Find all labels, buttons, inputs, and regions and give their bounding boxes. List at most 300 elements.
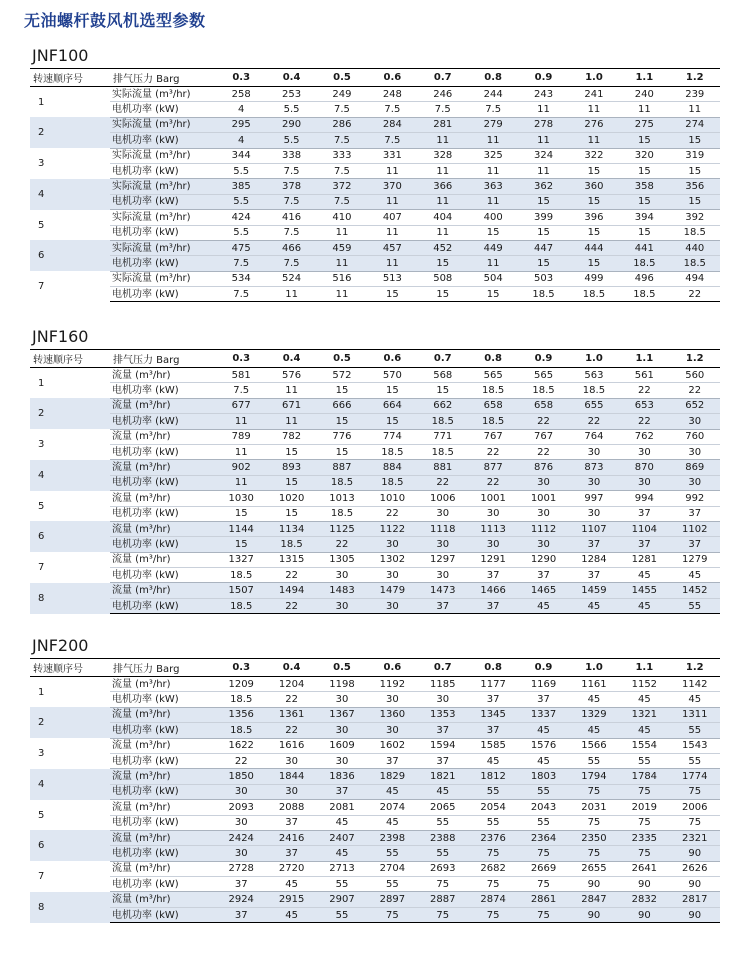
power-value: 75 <box>468 907 518 922</box>
power-value: 22 <box>619 383 669 398</box>
flow-value: 1001 <box>518 491 568 506</box>
flow-value: 2043 <box>518 800 568 815</box>
flow-value: 677 <box>216 398 266 413</box>
power-value: 75 <box>670 815 720 830</box>
power-value: 22 <box>418 475 468 490</box>
power-value: 15 <box>569 225 619 240</box>
power-value: 30 <box>670 444 720 459</box>
power-value: 55 <box>670 753 720 768</box>
power-value: 22 <box>670 287 720 302</box>
header-pressure-value: 1.1 <box>619 659 669 677</box>
speed-order-number: 5 <box>38 500 45 512</box>
flow-value: 658 <box>468 398 518 413</box>
header-pressure-value: 0.3 <box>216 350 266 368</box>
speed-group <box>30 179 720 210</box>
power-label: 电机功率 (kW) <box>110 506 216 521</box>
power-label: 电机功率 (kW) <box>110 383 216 398</box>
power-label: 电机功率 (kW) <box>110 537 216 552</box>
flow-value: 1161 <box>569 677 619 692</box>
flow-value: 1013 <box>317 491 367 506</box>
flow-value: 1784 <box>619 769 669 784</box>
power-value: 18.5 <box>518 287 568 302</box>
power-value: 5.5 <box>266 102 316 117</box>
power-value: 18.5 <box>317 506 367 521</box>
header-pressure-value: 0.8 <box>468 69 518 87</box>
flow-value: 508 <box>418 271 468 286</box>
flow-value: 884 <box>367 460 417 475</box>
flow-value: 2364 <box>518 830 568 845</box>
flow-value: 279 <box>468 117 518 132</box>
section-jnf200 <box>30 634 720 923</box>
header-pressure-value: 0.6 <box>367 69 417 87</box>
flow-value: 499 <box>569 271 619 286</box>
power-value: 90 <box>670 877 720 892</box>
flow-value: 655 <box>569 398 619 413</box>
power-value: 55 <box>418 846 468 861</box>
power-value: 7.5 <box>266 163 316 178</box>
flow-value: 274 <box>670 117 720 132</box>
power-value: 11 <box>216 414 266 429</box>
power-value: 18.5 <box>367 475 417 490</box>
flow-value: 1360 <box>367 707 417 722</box>
flow-value: 992 <box>670 491 720 506</box>
flow-value: 2093 <box>216 800 266 815</box>
flow-label: 流量 (m³/hr) <box>110 738 216 753</box>
power-value: 18.5 <box>569 287 619 302</box>
flow-value: 666 <box>317 398 367 413</box>
header-speed-order: 转速顺序号 <box>30 659 110 677</box>
flow-value: 1616 <box>266 738 316 753</box>
header-pressure-value: 1.0 <box>569 659 619 677</box>
power-value: 5.5 <box>266 133 316 148</box>
power-value: 22 <box>216 753 266 768</box>
flow-value: 452 <box>418 240 468 255</box>
power-value: 22 <box>670 383 720 398</box>
flow-value: 331 <box>367 148 417 163</box>
flow-value: 2407 <box>317 830 367 845</box>
power-value: 11 <box>266 287 316 302</box>
flow-value: 240 <box>619 87 669 102</box>
flow-label: 流量 (m³/hr) <box>110 892 216 907</box>
power-value: 37 <box>619 537 669 552</box>
table-row-power <box>30 133 720 148</box>
power-value: 55 <box>367 846 417 861</box>
power-value: 18.5 <box>619 256 669 271</box>
power-value: 90 <box>619 907 669 922</box>
power-value: 22 <box>518 414 568 429</box>
flow-value: 424 <box>216 210 266 225</box>
flow-value: 1543 <box>670 738 720 753</box>
power-value: 45 <box>317 815 367 830</box>
flow-value: 1327 <box>216 552 266 567</box>
header-row <box>30 69 720 87</box>
power-value: 15 <box>468 287 518 302</box>
power-value: 15 <box>518 225 568 240</box>
table-row-flow <box>30 552 720 567</box>
speed-order-number: 4 <box>30 460 110 491</box>
flow-value: 1192 <box>367 677 417 692</box>
power-value: 75 <box>619 846 669 861</box>
table-row-power <box>30 784 720 799</box>
flow-label: 实际流量 (m³/hr) <box>110 240 216 255</box>
power-value: 45 <box>619 723 669 738</box>
flow-value: 653 <box>619 398 669 413</box>
flow-value: 2720 <box>266 861 316 876</box>
flow-value: 1290 <box>518 552 568 567</box>
power-value: 30 <box>468 506 518 521</box>
power-value: 55 <box>569 753 619 768</box>
table-row-power <box>30 815 720 830</box>
flow-value: 873 <box>569 460 619 475</box>
power-value: 22 <box>266 692 316 707</box>
table-row-power <box>30 163 720 178</box>
power-value: 11 <box>367 194 417 209</box>
power-value: 15 <box>418 383 468 398</box>
power-value: 18.5 <box>569 383 619 398</box>
flow-value: 893 <box>266 460 316 475</box>
flow-value: 1566 <box>569 738 619 753</box>
power-value: 18.5 <box>216 598 266 613</box>
flow-value: 516 <box>317 271 367 286</box>
flow-value: 1850 <box>216 769 266 784</box>
flow-value: 281 <box>418 117 468 132</box>
flow-value: 449 <box>468 240 518 255</box>
flow-value: 366 <box>418 179 468 194</box>
table-row-power <box>30 537 720 552</box>
flow-value: 239 <box>670 87 720 102</box>
speed-order-number: 7 <box>38 562 45 574</box>
header-speed-order: 转速顺序号 <box>30 69 110 87</box>
power-value: 4 <box>216 133 266 148</box>
flow-value: 1821 <box>418 769 468 784</box>
flow-value: 258 <box>216 87 266 102</box>
power-value: 30 <box>367 692 417 707</box>
header-pressure-value: 0.7 <box>418 350 468 368</box>
flow-value: 2704 <box>367 861 417 876</box>
power-value: 11 <box>266 383 316 398</box>
flow-value: 1144 <box>216 521 266 536</box>
flow-label: 实际流量 (m³/hr) <box>110 179 216 194</box>
speed-order-number: 3 <box>38 747 45 759</box>
flow-value: 1006 <box>418 491 468 506</box>
table-row-flow <box>30 769 720 784</box>
power-value: 37 <box>670 506 720 521</box>
flow-value: 1152 <box>619 677 669 692</box>
flow-value: 782 <box>266 429 316 444</box>
power-value: 45 <box>518 598 568 613</box>
flow-value: 320 <box>619 148 669 163</box>
power-value: 11 <box>418 133 468 148</box>
flow-value: 2054 <box>468 800 518 815</box>
section-jnf160 <box>30 325 720 614</box>
power-value: 45 <box>367 784 417 799</box>
table-row-flow <box>30 87 720 102</box>
power-value: 55 <box>518 784 568 799</box>
flow-value: 241 <box>569 87 619 102</box>
flow-value: 447 <box>518 240 568 255</box>
power-value: 37 <box>518 568 568 583</box>
flow-label: 流量 (m³/hr) <box>110 800 216 815</box>
speed-group <box>30 861 720 892</box>
table-row-power <box>30 414 720 429</box>
flow-value: 771 <box>418 429 468 444</box>
flow-value: 1622 <box>216 738 266 753</box>
flow-value: 1455 <box>619 583 669 598</box>
power-value: 18.5 <box>367 444 417 459</box>
power-label: 电机功率 (kW) <box>110 194 216 209</box>
flow-value: 902 <box>216 460 266 475</box>
header-pressure-value: 0.5 <box>317 69 367 87</box>
speed-order-number: 7 <box>38 871 45 883</box>
table-row-flow <box>30 800 720 815</box>
power-label: 电机功率 (kW) <box>110 877 216 892</box>
model-title: JNF160 <box>32 327 89 346</box>
power-value: 22 <box>317 537 367 552</box>
power-value: 18.5 <box>468 414 518 429</box>
power-label: 电机功率 (kW) <box>110 475 216 490</box>
flow-label: 实际流量 (m³/hr) <box>110 148 216 163</box>
speed-order-number: 2 <box>30 117 110 148</box>
speed-order-number: 2 <box>30 707 110 738</box>
flow-value: 789 <box>216 429 266 444</box>
table-row-flow <box>30 368 720 383</box>
flow-value: 2728 <box>216 861 266 876</box>
power-value: 75 <box>468 846 518 861</box>
power-value: 37 <box>569 568 619 583</box>
power-label: 电机功率 (kW) <box>110 723 216 738</box>
flow-value: 1483 <box>317 583 367 598</box>
speed-order-number: 4 <box>30 179 110 210</box>
flow-value: 378 <box>266 179 316 194</box>
table-row-power <box>30 753 720 768</box>
flow-value: 1030 <box>216 491 266 506</box>
flow-value: 2887 <box>418 892 468 907</box>
flow-value: 2669 <box>518 861 568 876</box>
speed-group <box>30 210 720 241</box>
section-jnf100 <box>30 44 720 302</box>
flow-value: 1465 <box>518 583 568 598</box>
flow-value: 356 <box>670 179 720 194</box>
power-value: 75 <box>518 846 568 861</box>
flow-value: 762 <box>619 429 669 444</box>
power-value: 37 <box>317 784 367 799</box>
flow-value: 1836 <box>317 769 367 784</box>
table-row-flow <box>30 892 720 907</box>
power-value: 37 <box>468 598 518 613</box>
flow-value: 1356 <box>216 707 266 722</box>
header-pressure-value: 0.9 <box>518 69 568 87</box>
flow-value: 581 <box>216 368 266 383</box>
speed-group <box>30 800 720 831</box>
table-row-power <box>30 102 720 117</box>
selection-table <box>30 658 720 923</box>
power-value: 22 <box>266 568 316 583</box>
flow-value: 1479 <box>367 583 417 598</box>
power-value: 45 <box>266 877 316 892</box>
speed-group <box>30 429 720 460</box>
flow-value: 2350 <box>569 830 619 845</box>
flow-value: 1466 <box>468 583 518 598</box>
power-value: 18.5 <box>418 444 468 459</box>
power-value: 45 <box>569 692 619 707</box>
flow-label: 流量 (m³/hr) <box>110 552 216 567</box>
power-value: 75 <box>518 877 568 892</box>
speed-order-number: 3 <box>38 157 45 169</box>
power-value: 15 <box>317 444 367 459</box>
speed-order-number: 5 <box>38 809 45 821</box>
flow-value: 2924 <box>216 892 266 907</box>
power-value: 15 <box>216 537 266 552</box>
power-value: 18.5 <box>216 568 266 583</box>
flow-value: 2065 <box>418 800 468 815</box>
power-value: 37 <box>418 723 468 738</box>
power-label: 电机功率 (kW) <box>110 414 216 429</box>
power-value: 11 <box>468 194 518 209</box>
power-value: 18.5 <box>670 256 720 271</box>
power-value: 30 <box>317 753 367 768</box>
power-value: 18.5 <box>216 692 266 707</box>
speed-group <box>30 398 720 429</box>
power-value: 11 <box>367 225 417 240</box>
power-value: 37 <box>266 815 316 830</box>
flow-value: 385 <box>216 179 266 194</box>
power-value: 30 <box>216 815 266 830</box>
flow-value: 877 <box>468 460 518 475</box>
power-value: 55 <box>468 784 518 799</box>
flow-value: 253 <box>266 87 316 102</box>
power-label: 电机功率 (kW) <box>110 753 216 768</box>
flow-value: 1345 <box>468 707 518 722</box>
speed-order-number: 8 <box>30 583 110 614</box>
power-label: 电机功率 (kW) <box>110 598 216 613</box>
header-pressure-value: 0.5 <box>317 659 367 677</box>
power-value: 30 <box>317 598 367 613</box>
flow-value: 565 <box>468 368 518 383</box>
flow-value: 249 <box>317 87 367 102</box>
flow-value: 1609 <box>317 738 367 753</box>
flow-value: 319 <box>670 148 720 163</box>
table-row-power <box>30 723 720 738</box>
power-value: 55 <box>317 907 367 922</box>
speed-order-number: 8 <box>30 892 110 923</box>
flow-value: 2321 <box>670 830 720 845</box>
speed-order-number: 1 <box>38 96 45 108</box>
power-value: 75 <box>670 784 720 799</box>
power-value: 75 <box>468 877 518 892</box>
power-value: 15 <box>670 194 720 209</box>
speed-group <box>30 738 720 769</box>
flow-value: 881 <box>418 460 468 475</box>
power-value: 11 <box>418 194 468 209</box>
header-pressure-value: 0.7 <box>418 69 468 87</box>
table-row-flow <box>30 179 720 194</box>
speed-group <box>30 583 720 614</box>
power-value: 30 <box>619 444 669 459</box>
flow-value: 370 <box>367 179 417 194</box>
flow-value: 1361 <box>266 707 316 722</box>
power-value: 11 <box>619 102 669 117</box>
flow-value: 407 <box>367 210 417 225</box>
flow-value: 363 <box>468 179 518 194</box>
speed-group <box>30 769 720 800</box>
flow-value: 2713 <box>317 861 367 876</box>
flow-value: 870 <box>619 460 669 475</box>
flow-value: 2424 <box>216 830 266 845</box>
header-pressure-value: 1.2 <box>670 69 720 87</box>
speed-group <box>30 460 720 491</box>
flow-value: 1329 <box>569 707 619 722</box>
flow-value: 1311 <box>670 707 720 722</box>
power-value: 37 <box>468 568 518 583</box>
power-value: 11 <box>468 133 518 148</box>
power-value: 45 <box>418 784 468 799</box>
power-value: 55 <box>367 877 417 892</box>
flow-value: 2693 <box>418 861 468 876</box>
power-value: 30 <box>216 784 266 799</box>
flow-value: 284 <box>367 117 417 132</box>
table-row-power <box>30 506 720 521</box>
speed-group <box>30 491 720 522</box>
flow-value: 1297 <box>418 552 468 567</box>
header-pressure: 排气压力 Barg <box>110 659 216 677</box>
power-value: 15 <box>266 506 316 521</box>
power-label: 电机功率 (kW) <box>110 256 216 271</box>
header-pressure-value: 0.6 <box>367 659 417 677</box>
power-value: 30 <box>619 475 669 490</box>
power-value: 55 <box>619 753 669 768</box>
flow-value: 322 <box>569 148 619 163</box>
power-value: 18.5 <box>216 723 266 738</box>
power-value: 45 <box>468 753 518 768</box>
flow-value: 2907 <box>317 892 367 907</box>
power-value: 30 <box>518 537 568 552</box>
flow-value: 1844 <box>266 769 316 784</box>
flow-value: 1113 <box>468 521 518 536</box>
power-value: 7.5 <box>468 102 518 117</box>
header-pressure-value: 1.0 <box>569 69 619 87</box>
power-value: 15 <box>367 383 417 398</box>
power-label: 电机功率 (kW) <box>110 133 216 148</box>
header-row <box>30 350 720 368</box>
flow-label: 实际流量 (m³/hr) <box>110 210 216 225</box>
power-value: 55 <box>468 815 518 830</box>
flow-value: 2081 <box>317 800 367 815</box>
flow-value: 494 <box>670 271 720 286</box>
flow-value: 324 <box>518 148 568 163</box>
header-pressure-value: 0.9 <box>518 659 568 677</box>
flow-value: 2006 <box>670 800 720 815</box>
flow-value: 1554 <box>619 738 669 753</box>
power-label: 电机功率 (kW) <box>110 444 216 459</box>
power-value: 11 <box>518 133 568 148</box>
table-row-flow <box>30 583 720 598</box>
flow-label: 实际流量 (m³/hr) <box>110 87 216 102</box>
table-row-flow <box>30 117 720 132</box>
power-value: 22 <box>619 414 669 429</box>
header-speed-order: 转速顺序号 <box>30 350 110 368</box>
header-pressure-value: 0.9 <box>518 350 568 368</box>
power-value: 11 <box>670 102 720 117</box>
power-value: 45 <box>266 907 316 922</box>
flow-value: 1204 <box>266 677 316 692</box>
power-value: 22 <box>266 723 316 738</box>
flow-value: 2398 <box>367 830 417 845</box>
flow-value: 2019 <box>619 800 669 815</box>
flow-value: 2817 <box>670 892 720 907</box>
flow-value: 869 <box>670 460 720 475</box>
flow-value: 2915 <box>266 892 316 907</box>
power-value: 7.5 <box>367 133 417 148</box>
